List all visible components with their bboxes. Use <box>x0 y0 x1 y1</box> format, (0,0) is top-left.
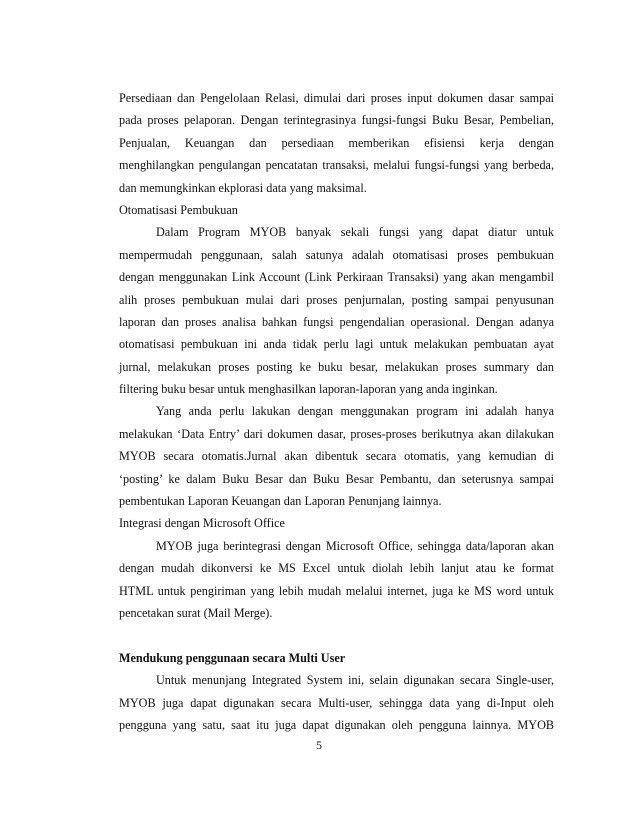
section-heading-bold: Mendukung penggunaan secara Multi User <box>119 650 346 665</box>
text-line: MYOB juga berintegrasi dengan Microsoft Office, sehingga data/laporan akan <box>156 538 554 553</box>
text-line: MYOB juga dapat digunakan secara Multi-user, sehingga data yang di-Input oleh <box>119 695 554 710</box>
text-line: melakukan ‘Data Entry’ dari dokumen dasar, proses-proses berikutnya akan dilakukan <box>119 426 554 441</box>
paragraph-gap <box>119 624 554 646</box>
text-line: pencetakan surat (Mail Merge). <box>119 605 273 620</box>
text-line: ‘posting’ ke dalam Buku Besar dan Buku Besar Pembantu, dan seterusnya sampai <box>119 471 554 486</box>
text-line: Penjualan, Keuangan dan persediaan memberikan efisiensi kerja dengan <box>119 135 554 150</box>
page-number: 5 <box>316 738 322 752</box>
text-line: HTML untuk pengiriman yang lebih mudah melalui internet, juga ke MS word untuk <box>119 583 554 598</box>
text-line: filtering buku besar untuk menghasilkan laporan-laporan yang anda inginkan. <box>119 382 498 397</box>
text-line: otomatisasi pembukuan ini anda tidak perlu lagi untuk melakukan pembuatan ayat <box>119 337 554 352</box>
section-heading: Integrasi dengan Microsoft Office <box>119 516 285 531</box>
text-line: mempermudah penggunaan, salah satunya adalah otomatisasi proses pembukuan <box>119 247 554 262</box>
text-line: dan memungkinkan ekplorasi data yang maksimal. <box>119 180 367 195</box>
text-line: pada proses pelaporan. Dengan terintegrasinya fungsi-fungsi Buku Besar, Pembelian, <box>119 113 554 128</box>
section-heading: Otomatisasi Pembukuan <box>119 202 238 217</box>
text-line: pengguna yang satu, saat itu juga dapat digunakan oleh pengguna lainnya. MYOB <box>119 717 554 732</box>
text-line: alih proses pembukuan mulai dari proses penjurnalan, posting sampai penyusunan <box>119 292 554 307</box>
text-line: laporan dan proses analisa bahkan fungsi pengendalian operasional. Dengan adanya <box>119 314 554 329</box>
text-line: Persediaan dan Pengelolaan Relasi, dimulai dari proses input dokumen dasar sampai <box>119 91 554 105</box>
text-line: pembentukan Laporan Keuangan dan Laporan Penunjang lainnya. <box>119 494 442 509</box>
text-line: jurnal, melakukan proses posting ke buku besar, melakukan proses summary dan <box>119 359 554 374</box>
text-line: Yang anda perlu lakukan dengan menggunakan program ini adalah hanya <box>156 404 554 419</box>
text-line: Dalam Program MYOB banyak sekali fungsi yang dapat diatur untuk <box>156 225 554 240</box>
text-line: dengan mudah dikonversi ke MS Excel untuk diolah lebih lanjut atau ke format <box>119 561 554 576</box>
body-text <box>119 87 554 736</box>
text-line: menghilangkan pengulangan pencatatan transaksi, melalui fungsi-fungsi yang berbeda, <box>119 158 554 173</box>
text-line: Untuk menunjang Integrated System ini, selain digunakan secara Single-user, <box>156 673 554 688</box>
text-line: dengan menggunakan Link Account (Link Perkiraan Transaksi) yang akan mengambil <box>119 270 554 285</box>
text-line: MYOB secara otomatis.Jurnal akan dibentuk secara otomatis, yang kemudian di <box>119 449 554 464</box>
